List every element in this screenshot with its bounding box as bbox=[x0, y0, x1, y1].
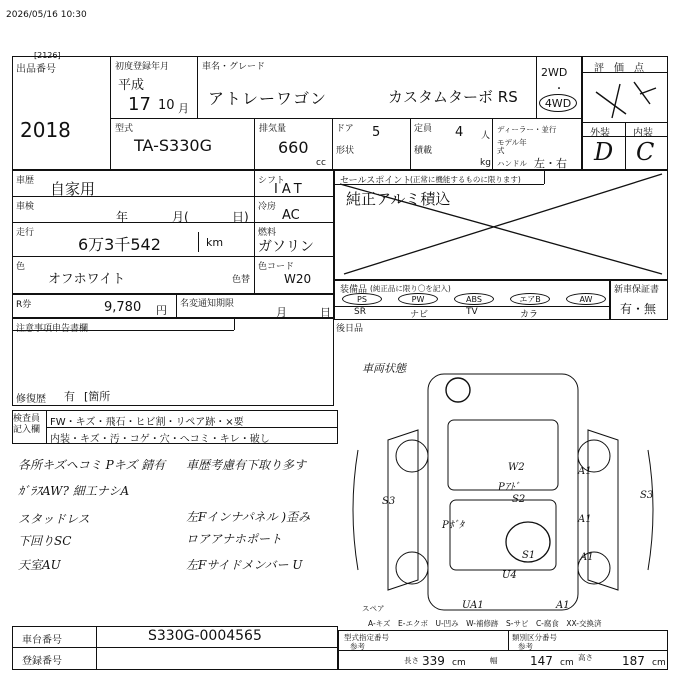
chassis-label: 車台番号 bbox=[22, 635, 62, 646]
diagram-label-s3-left: S3 bbox=[382, 496, 396, 507]
car-name-label: 車名・グレード bbox=[202, 62, 266, 72]
capacity-unit: 人 bbox=[481, 131, 491, 141]
first-reg-month-unit: 月 bbox=[178, 102, 189, 115]
diagram-label-a1-a: A1 bbox=[578, 466, 592, 477]
repair-bracket: [箇所 bbox=[84, 390, 111, 403]
displacement-value: 660 bbox=[278, 138, 309, 157]
inspection-year: 年 bbox=[116, 210, 129, 224]
diagram-label-u4: U4 bbox=[502, 570, 517, 581]
color-label: 色 bbox=[16, 262, 26, 272]
tax-notice-day: 日 bbox=[320, 306, 331, 319]
warranty-value: 有・無 bbox=[620, 302, 657, 316]
type-spec-label: 型式指定番号 bbox=[344, 633, 389, 642]
recycle-value: 9,780 bbox=[104, 300, 142, 315]
sales-point-value: 純正アルミ積込 bbox=[346, 190, 451, 208]
diagram-title: 車両状態 bbox=[362, 362, 406, 375]
diagram-label-ua1: UA1 bbox=[462, 600, 484, 611]
car-name: アトレーワゴン bbox=[208, 89, 328, 108]
inspection-day: 日) bbox=[232, 210, 249, 224]
type-spec-ref: 参考 bbox=[350, 642, 365, 651]
first-reg-year: 17 bbox=[128, 94, 151, 115]
note-left-5: 天室AU bbox=[18, 558, 61, 572]
equip-navi: ナビ bbox=[410, 310, 429, 320]
note-left-2: ｶﾞﾗｽAW? 細工ナシA bbox=[18, 484, 130, 498]
exterior-grade: D bbox=[594, 138, 614, 166]
equip-sr: SR bbox=[354, 307, 366, 317]
capacity-label: 定員 bbox=[414, 124, 433, 134]
color-code-label: 色コード bbox=[258, 262, 295, 272]
drive-dot: ・ bbox=[554, 84, 564, 95]
first-reg-label: 初度登録年月 bbox=[115, 62, 170, 72]
diagram-label-pbota: Pﾎﾞﾀ bbox=[442, 520, 464, 531]
after-parts-label: 後日品 bbox=[336, 324, 364, 334]
shift-label: シフト bbox=[258, 176, 286, 186]
car-grade: カスタムターボ RS bbox=[388, 88, 518, 106]
class-spec-ref: 参考 bbox=[518, 642, 533, 651]
note-left-3: スタッドレス bbox=[18, 512, 90, 526]
inspection-month: 月( bbox=[172, 210, 189, 224]
equip-airbag: エアB bbox=[510, 293, 550, 305]
height-unit: cm bbox=[652, 658, 666, 668]
ac-value: AC bbox=[282, 208, 300, 223]
width-unit: cm bbox=[560, 658, 574, 668]
inspection-label: 車検 bbox=[16, 202, 35, 212]
diagram-label-pado: Pｱﾄﾞ bbox=[498, 482, 520, 493]
handle-value: 左・右 bbox=[534, 157, 567, 170]
first-reg-era: 平成 bbox=[118, 78, 145, 93]
notes-label: 注意事項申告書欄 bbox=[16, 324, 89, 334]
note-left-1: 各所キズヘコミ Pキズ 錆有 bbox=[18, 458, 166, 472]
grade-label: 評 価 点 bbox=[594, 63, 644, 74]
recycle-unit: 円 bbox=[156, 304, 167, 317]
displacement-label: 排気量 bbox=[259, 124, 287, 134]
warranty-label: 新車保証書 bbox=[614, 285, 660, 295]
mileage-label: 走行 bbox=[16, 228, 35, 238]
history-label: 車歴 bbox=[16, 176, 35, 186]
mileage-value: 6万3千542 bbox=[78, 235, 161, 254]
inspector-label: 検査員記入欄 bbox=[13, 414, 41, 435]
shape-label: 形状 bbox=[336, 146, 355, 156]
exterior-label: 外装 bbox=[590, 128, 610, 139]
color-value: オフホワイト bbox=[48, 272, 126, 287]
equip-abs: ABS bbox=[454, 293, 494, 305]
inspector-row2: 内装・キズ・汚・コゲ・穴・へコミ・キレ・破し bbox=[50, 434, 270, 445]
note-right-2: 左Fインナパネル )歪み bbox=[186, 510, 311, 524]
chassis-value: S330G-0004565 bbox=[148, 628, 262, 644]
load-label: 積載 bbox=[414, 146, 433, 156]
length-value: 339 bbox=[422, 654, 445, 668]
model-label: 型式 bbox=[115, 124, 134, 134]
class-spec-label: 類別区分番号 bbox=[512, 633, 557, 642]
ac-label: 冷房 bbox=[258, 202, 277, 212]
diagram-spare: スペア bbox=[362, 604, 385, 613]
first-reg-month: 10 bbox=[158, 98, 175, 113]
note-right-4: 左Fサイドメンバー U bbox=[186, 558, 303, 572]
displacement-unit: cc bbox=[316, 158, 326, 168]
equip-color: カラ bbox=[520, 310, 539, 320]
sales-point-cross bbox=[334, 170, 668, 280]
drive-4wd: 4WD bbox=[539, 94, 577, 112]
color-change-label: 色替 bbox=[232, 275, 251, 285]
length-label: 長さ bbox=[404, 656, 419, 665]
handle-label: ハンドル bbox=[497, 159, 527, 168]
fuel-label: 燃料 bbox=[258, 228, 277, 238]
model-value: TA-S330G bbox=[134, 136, 212, 155]
recycle-label: R券 bbox=[16, 300, 32, 310]
diagram-label-a1-d: A1 bbox=[556, 600, 570, 611]
sales-point-note: (正常に機能するものに限ります) bbox=[410, 175, 521, 184]
sales-point-label: セールスポイント bbox=[340, 176, 412, 186]
diagram-label-a1-c: A1 bbox=[580, 552, 594, 563]
lot-code: [2126] bbox=[34, 51, 61, 60]
repair-label: 修復歴 bbox=[16, 394, 46, 405]
equip-pw: PW bbox=[398, 293, 438, 305]
drive-2wd: 2WD bbox=[541, 66, 568, 79]
load-unit: kg bbox=[480, 158, 491, 168]
doors-value: 5 bbox=[372, 125, 381, 140]
equip-aw: AW bbox=[566, 293, 606, 305]
lot-label: 出品番号 bbox=[16, 64, 56, 75]
note-right-1: 車歴考慮有下取り多す bbox=[186, 458, 307, 472]
grade-scribble bbox=[590, 74, 662, 120]
height-value: 187 bbox=[622, 654, 645, 668]
width-value: 147 bbox=[530, 654, 553, 668]
color-code-value: W20 bbox=[284, 272, 312, 286]
interior-grade: C bbox=[636, 138, 655, 166]
diagram-label-s3-right: S3 bbox=[640, 490, 654, 501]
equipment-label: 装備品 bbox=[340, 285, 368, 295]
equip-tv: TV bbox=[466, 307, 478, 317]
capacity-value: 4 bbox=[455, 125, 464, 140]
diagram-label-s1: S1 bbox=[522, 550, 536, 561]
interior-label: 内装 bbox=[633, 128, 653, 139]
tax-notice-label: 名変通知期限 bbox=[180, 299, 235, 309]
diagram-legend: A-キズ E-エクボ U-凹み W-補修跡 S-サビ C-腐食 XX-交換済 bbox=[368, 619, 602, 628]
doors-label: ドア bbox=[336, 124, 354, 134]
registration-label: 登録番号 bbox=[22, 656, 62, 667]
height-label: 高さ bbox=[578, 653, 593, 662]
equip-ps: PS bbox=[342, 293, 382, 305]
note-left-4: 下回りSC bbox=[18, 534, 72, 548]
equipment-note: (純正品に限り〇を記入) bbox=[370, 284, 451, 293]
dealer-label: ディーラー・並行 bbox=[497, 125, 557, 134]
diagram-label-a1-b: A1 bbox=[578, 514, 592, 525]
width-label: 幅 bbox=[490, 656, 498, 665]
diagram-label-s2: S2 bbox=[512, 494, 526, 505]
shift-value: IAT bbox=[274, 182, 306, 197]
tax-notice-month: 月 bbox=[276, 306, 287, 319]
note-right-3: ロアアナホポート bbox=[186, 532, 283, 546]
repair-value: 有 bbox=[64, 390, 75, 403]
fuel-value: ガソリン bbox=[258, 239, 314, 255]
timestamp: 2026/05/16 10:30 bbox=[6, 10, 87, 20]
inspector-row1: FW・キズ・飛石・ヒビ割・リペア跡・×要 bbox=[50, 417, 244, 428]
length-unit: cm bbox=[452, 658, 466, 668]
diagram-label-w2: W2 bbox=[508, 462, 525, 473]
lot-number: 2018 bbox=[20, 118, 71, 142]
mileage-unit: km bbox=[206, 236, 224, 249]
model-year-label: モデル年式 bbox=[497, 138, 527, 155]
history-value: 自家用 bbox=[50, 180, 96, 198]
